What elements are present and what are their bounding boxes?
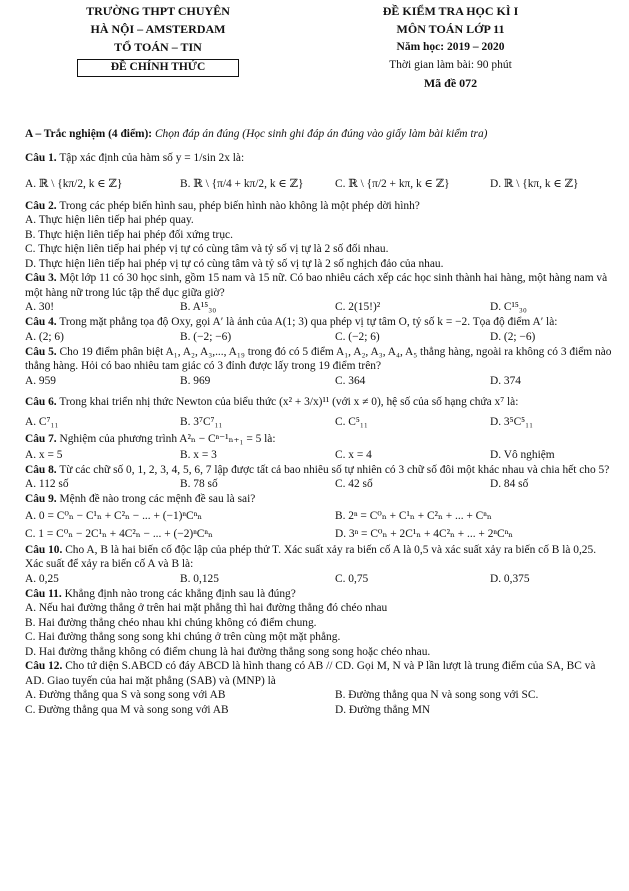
official-badge: ĐỀ CHÍNH THỨC [77,59,239,77]
option-b[interactable]: B. 0,125 [180,572,219,585]
question-text: Một lớp 11 có 30 học sinh, gồm 15 nam và 15 nữ. Có bao nhiêu cách xếp các học sinh thành hai hàng, một hàng nam và một hàng nữ trong lúc tập thể dục giữa giờ? [25,272,608,299]
options-9-row2 [25,525,615,543]
question-text: Tập xác định của hàm số y = 1/sin 2x là: [59,151,245,164]
options-12-row2 [25,703,615,718]
subject: MÔN TOÁN LỚP 11 [396,22,505,36]
question-7 [25,431,615,448]
option-b[interactable]: B. Hai đường thẳng chéo nhau khi chúng không có điểm chung. [25,616,317,629]
exam-title: ĐỀ KIỂM TRA HỌC KÌ I [382,4,519,18]
exam-code: Mã đề 072 [423,76,478,90]
option-b[interactable]: B. Thực hiện liên tiếp hai phép đối xứng trục. [25,228,233,241]
option-b[interactable]: B. 78 số [180,478,218,490]
question-number: Câu 9. [25,493,57,505]
options-12-row1 [25,688,615,703]
option-c[interactable]: C. C⁵₁₁ [335,415,368,428]
question-number: Câu 10. [25,543,63,556]
question-text: Trong khai triển nhị thức Newton của biểu thức (x² + 3/x)¹¹ (với x ≠ 0), hệ số của số hạng chứa x⁷ là: [59,395,519,408]
option-c[interactable]: C. 42 số [335,478,373,490]
option-b[interactable]: B. 3⁷C⁷₁₁ [180,415,223,428]
question-number: Câu 2. [25,199,57,212]
option-d[interactable]: D. 3⁵C⁵₁₁ [490,415,534,428]
question-3 [25,271,615,300]
section-instruction: Chọn đáp án đúng (Học sinh ghi đáp án đúng vào giấy làm bài kiểm tra) [154,128,488,140]
option-d[interactable]: D. Vô nghiệm [490,448,555,461]
options-3 [25,300,615,315]
options-5 [25,374,615,389]
school-line1: TRƯỜNG THPT CHUYÊN [86,4,230,18]
question-number: Câu 12. [25,660,63,672]
option-a[interactable]: A. Đường thẳng qua S và song song với AB [25,689,226,701]
question-9 [25,492,615,507]
question-text: Khẳng định nào trong các khẳng định sau là đúng? [64,587,296,600]
department: TỔ TOÁN – TIN [114,40,202,54]
question-number: Câu 11. [25,587,62,600]
option-d[interactable]: D. 0,375 [490,572,530,585]
header-right [318,2,583,92]
question-number: Câu 5. [25,345,57,358]
option-c[interactable]: C. 2(15!)² [335,301,381,313]
option-d[interactable]: D. C¹⁵₃₀ [490,301,527,313]
option-a[interactable]: A. x = 5 [25,448,63,461]
options-8 [25,477,615,492]
options-10 [25,572,615,587]
options-7 [25,448,615,463]
question-text: Từ các chữ số 0, 1, 2, 3, 4, 5, 6, 7 lập được tất cả bao nhiêu số tự nhiên có 3 chữ số đôi một khác nhau và chia hết cho 5? [59,463,610,476]
option-d[interactable]: D. ℝ \ {kπ, k ∈ ℤ} [490,177,579,190]
option-c[interactable]: C. (−2; 6) [335,330,380,343]
option-b[interactable]: B. (−2; −6) [180,330,232,343]
option-a[interactable]: A. 112 số [25,478,69,490]
option-a[interactable]: A. Thực hiện liên tiếp hai phép quay. [25,214,194,226]
option-b[interactable]: B. ℝ \ {π/4 + kπ/2, k ∈ ℤ} [180,177,304,190]
option-a[interactable]: A. 959 [25,374,57,387]
option-b[interactable]: B. A¹⁵₃₀ [180,301,217,313]
option-d[interactable]: D. (2; −6) [490,330,536,343]
question-1 [25,145,615,171]
question-text: Trong mặt phẳng tọa độ Oxy, gọi A′ là ảnh của A(1; 3) qua phép vị tự tâm O, tỷ số k = −2. Tọa độ điểm A′ là: [59,316,558,328]
option-c[interactable]: C. 1 = C⁰ₙ − 2C¹ₙ + 4C²ₙ − ... + (−2)ⁿCⁿₙ [25,527,213,540]
option-b[interactable]: B. 2ⁿ = C⁰ₙ + C¹ₙ + C²ₙ + ... + Cⁿₙ [335,509,492,522]
section-heading [25,127,615,142]
option-c[interactable]: C. 0,75 [335,572,369,585]
options-4 [25,330,615,345]
options-9-row1 [25,507,615,525]
header-left [58,2,258,77]
option-d[interactable]: D. 374 [490,374,522,387]
option-d[interactable]: D. Đường thẳng MN [335,704,431,716]
question-6 [25,391,615,413]
option-a[interactable]: A. ℝ \ {kπ/2, k ∈ ℤ} [25,177,123,190]
option-a[interactable]: A. (2; 6) [25,330,64,343]
option-c[interactable]: C. ℝ \ {π/2 + kπ, k ∈ ℤ} [335,177,450,190]
question-number: Câu 4. [25,316,57,328]
question-number: Câu 1. [25,151,57,164]
school-line2: HÀ NỘI – AMSTERDAM [90,22,226,36]
options-1 [25,171,615,199]
option-b[interactable]: B. 969 [180,374,211,387]
question-5 [25,345,615,374]
option-d[interactable]: D. 3ⁿ = C⁰ₙ + 2C¹ₙ + 4C²ₙ + ... + 2ⁿCⁿₙ [335,527,514,540]
question-number: Câu 7. [25,432,57,445]
time-limit: Thời gian làm bài: 90 phút [389,59,512,71]
question-10 [25,543,615,572]
question-number: Câu 3. [25,272,57,284]
exam-content [25,127,615,718]
option-a[interactable]: A. C⁷₁₁ [25,415,59,428]
option-b[interactable]: B. x = 3 [180,448,217,461]
option-c[interactable]: C. Thực hiện liên tiếp hai phép vị tự có cùng tâm và tỷ số vị tự là 2 số đối nhau. [25,243,389,255]
question-text: Cho 19 điểm phân biệt A₁, A₂, A₃,..., A₁₉ trong đó có 5 điểm A₁, A₂, A₃, A₄, A₅ thẳng hàng, ngoài ra không có 3 điểm nào thẳng hàng. Hỏi có bao nhiêu tam giác có 3 đỉnh được lấy trong 19 điểm trên? [25,345,612,372]
school-year: Năm học: 2019 – 2020 [396,41,505,53]
question-12 [25,659,615,688]
question-8 [25,463,615,478]
option-a[interactable]: A. Nếu hai đường thẳng ở trên hai mặt phẳng thì hai đường thẳng đó chéo nhau [25,602,388,614]
option-c[interactable]: C. x = 4 [335,448,372,461]
question-text: Mệnh đề nào trong các mệnh đề sau là sai? [59,493,256,505]
option-a[interactable]: A. 0 = C⁰ₙ − C¹ₙ + C²ₙ − ... + (−1)ⁿCⁿₙ [25,509,203,522]
option-d[interactable]: D. 84 số [490,478,529,490]
question-text: Nghiệm của phương trình A²ₙ − Cⁿ⁻¹ₙ₊₁ = 5 là: [59,432,276,445]
options-6 [25,413,615,431]
option-d[interactable]: D. Hai đường thẳng không có điểm chung là hai đường thẳng song song hoặc chéo nhau. [25,645,431,658]
option-c[interactable]: C. Đường thẳng qua M và song song với AB [25,704,229,716]
question-number: Câu 8. [25,463,57,476]
option-a[interactable]: A. 0,25 [25,572,59,585]
question-text: Cho A, B là hai biến cố độc lập của phép thử T. Xác suất xảy ra biến cố A là 0,5 và xác suất xảy ra biến cố B là 0,25. Xác suất để xảy ra biến cố A và B là: [25,543,597,570]
question-text: Cho tứ diện S.ABCD có đáy ABCD là hình thang có AB // CD. Gọi M, N và P lần lượt là trung điểm của SA, BC và AD. Giao tuyến của hai mặt phẳng (SAB) và (MNP) là [25,660,596,687]
question-number: Câu 6. [25,395,57,408]
option-a[interactable]: A. 30! [25,301,55,313]
question-2 [25,199,615,214]
section-title: A – Trắc nghiệm (4 điểm): [25,128,153,140]
option-c[interactable]: C. Hai đường thẳng song song khi chúng ở trên cùng một mặt phẳng. [25,631,341,643]
option-d[interactable]: D. Thực hiện liên tiếp hai phép vị tự có cùng tâm và tỷ số vị tự là 2 số nghịch đảo của nhau. [25,257,444,270]
option-b[interactable]: B. Đường thẳng qua N và song song với SC. [335,689,539,701]
question-11 [25,587,615,602]
question-4 [25,315,615,330]
option-c[interactable]: C. 364 [335,374,366,387]
question-text: Trong các phép biến hình sau, phép biến hình nào không là một phép dời hình? [59,199,420,212]
